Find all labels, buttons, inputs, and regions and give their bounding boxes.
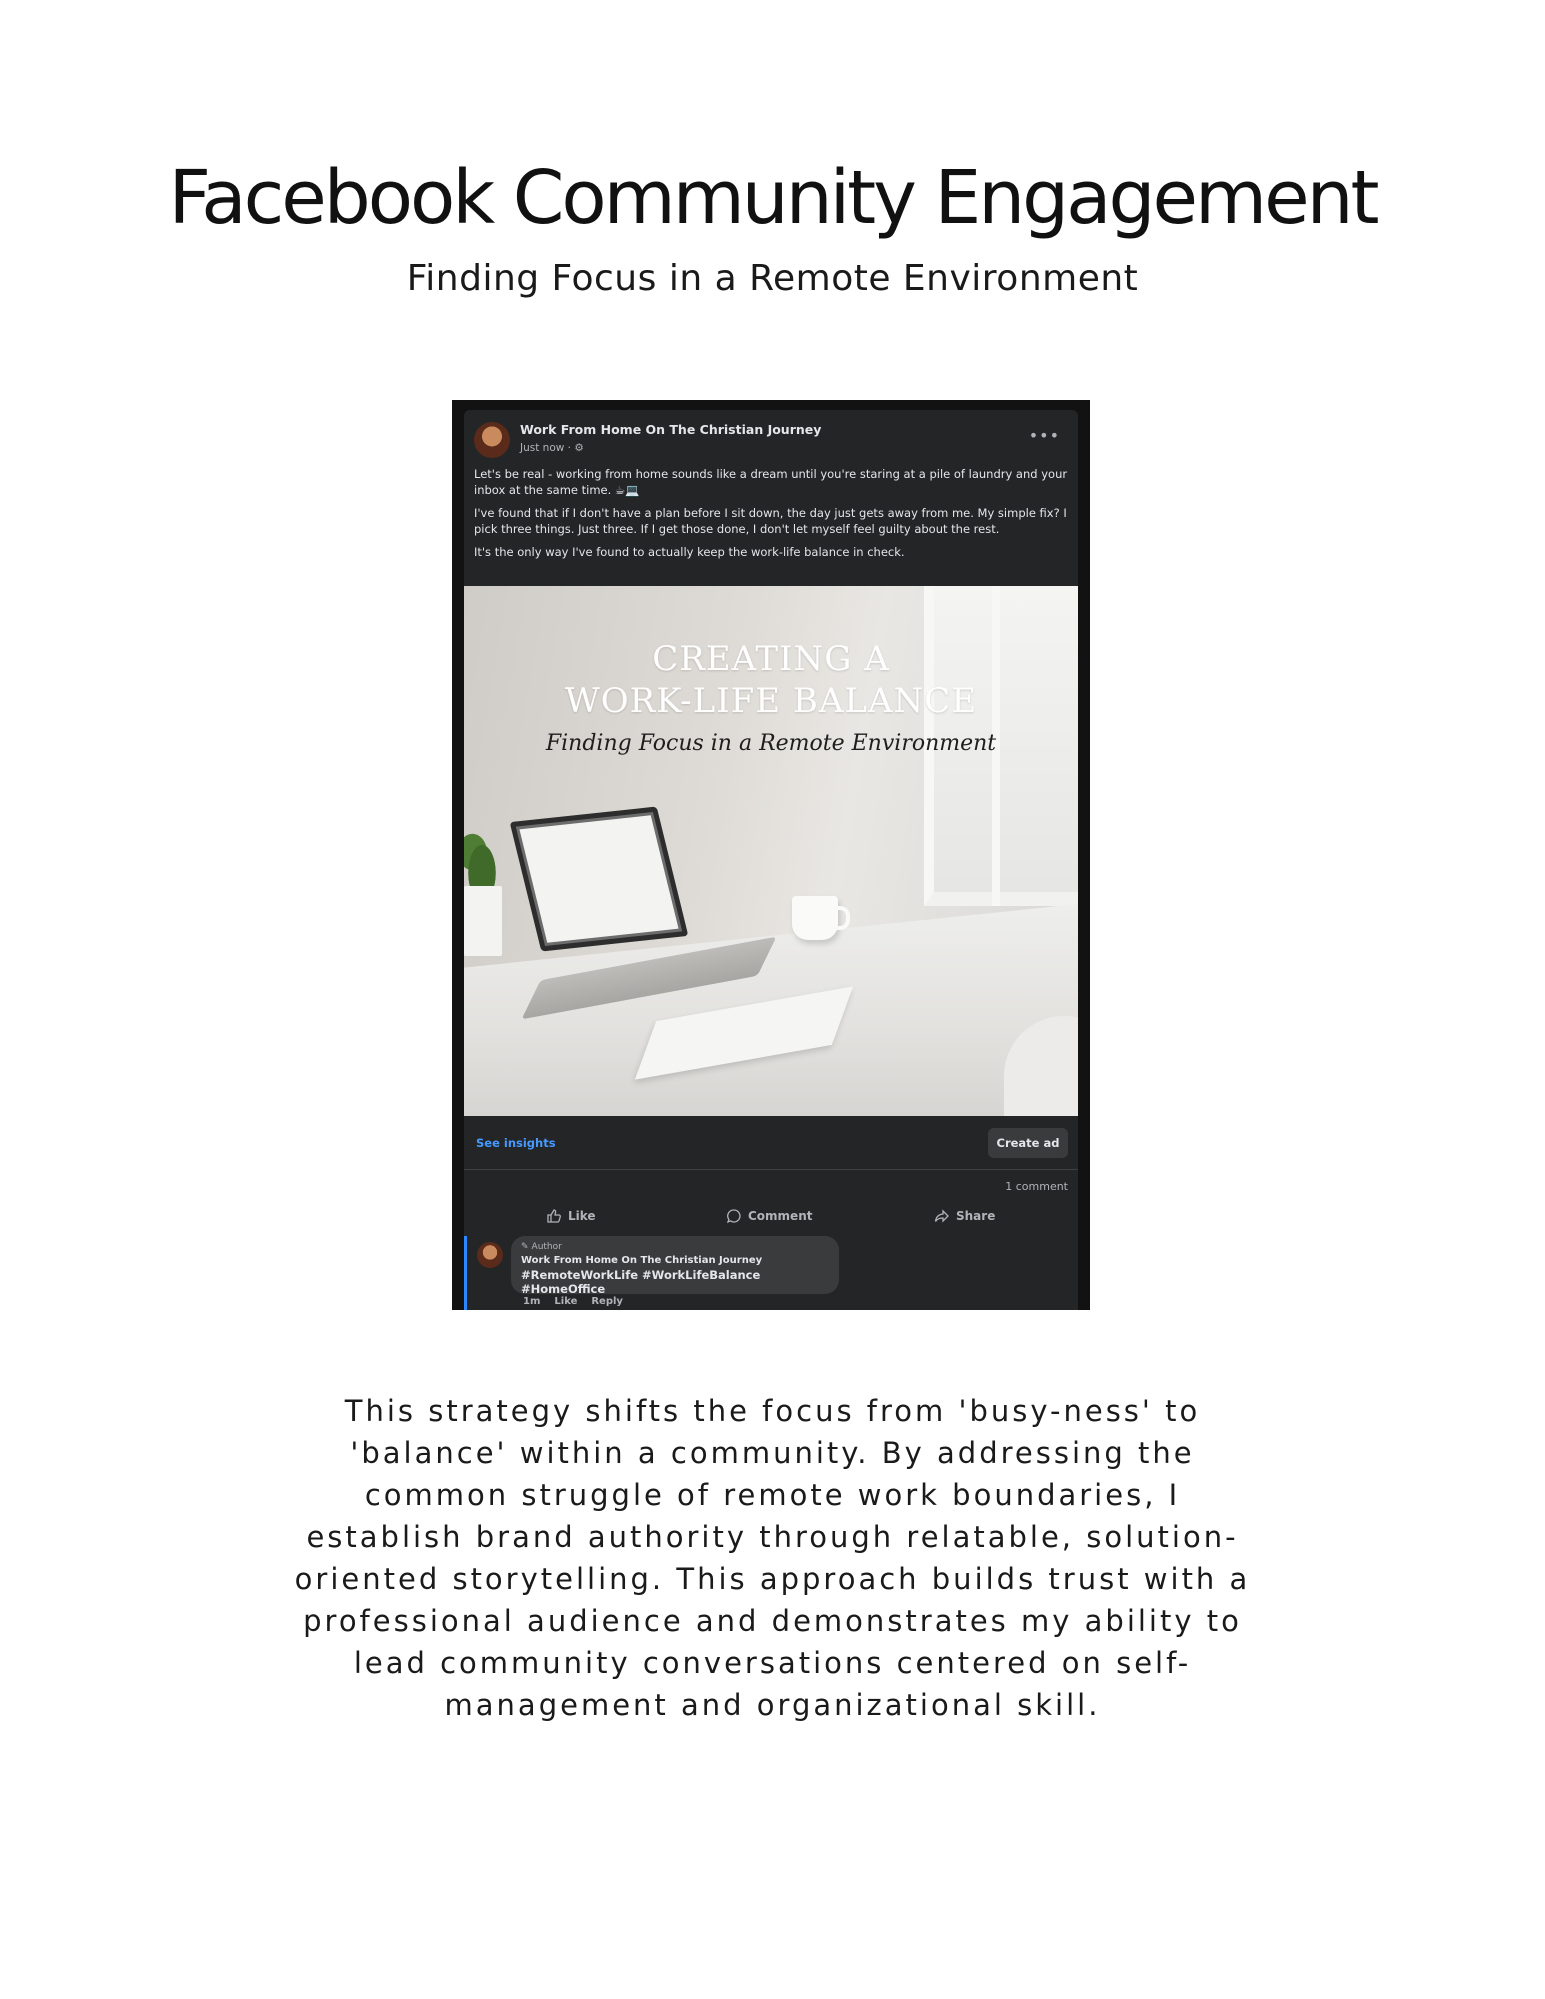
create-ad-button[interactable]: Create ad bbox=[988, 1128, 1068, 1158]
comment-time[interactable]: 1m bbox=[523, 1296, 541, 1307]
share-arrow-icon bbox=[934, 1208, 950, 1224]
post-header bbox=[474, 420, 1068, 460]
plant-pot-illustration bbox=[464, 886, 502, 956]
share-label: Share bbox=[956, 1209, 996, 1223]
page-name-link[interactable]: Work From Home On The Christian Journey bbox=[520, 422, 822, 437]
post-actions bbox=[464, 1202, 1078, 1232]
like-label: Like bbox=[568, 1209, 596, 1223]
post-image[interactable] bbox=[464, 586, 1078, 1116]
share-button[interactable] bbox=[934, 1208, 995, 1224]
post-paragraph: It's the only way I've found to actually keep the work-life balance in check. bbox=[474, 545, 905, 559]
like-button[interactable] bbox=[546, 1208, 596, 1224]
post-text bbox=[474, 466, 1068, 567]
author-badge bbox=[521, 1242, 829, 1252]
comment-button[interactable] bbox=[726, 1208, 812, 1224]
laptop-screen-illustration bbox=[510, 807, 689, 952]
image-headline-line: WORK-LIFE BALANCE bbox=[564, 681, 978, 721]
comment-label: Comment bbox=[748, 1209, 813, 1223]
page-title: Facebook Community Engagement bbox=[168, 155, 1377, 241]
post-paragraph: I've found that if I don't have a plan before I sit down, the day just gets away from me. My simple fix? I pick three things. Just three. If I get those done, I don't let myself feel guilty about the rest. bbox=[474, 506, 1067, 536]
plant-illustration bbox=[464, 824, 506, 894]
pencil-icon: ✎ bbox=[521, 1242, 529, 1252]
facebook-post-screenshot bbox=[452, 400, 1090, 1310]
post-timestamp[interactable]: Just now · ⚙ bbox=[520, 442, 584, 454]
facebook-post-card bbox=[464, 410, 1078, 1310]
comment-footer bbox=[523, 1296, 623, 1307]
thumbs-up-icon bbox=[546, 1208, 562, 1224]
comment-text: #RemoteWorkLife #WorkLifeBalance #HomeOffice bbox=[521, 1268, 761, 1296]
page-subtitle: Finding Focus in a Remote Environment bbox=[406, 258, 1139, 299]
see-insights-link[interactable]: See insights bbox=[476, 1136, 556, 1150]
comment-like-button[interactable]: Like bbox=[554, 1296, 578, 1307]
comment-count-link[interactable]: 1 comment bbox=[1005, 1180, 1068, 1193]
strategy-description: This strategy shifts the focus from 'busy-ness' to 'balance' within a community. By addressing the common struggle of remote work boundaries, I establish brand authority through relatable, solution-oriented storytelling. This approach builds trust with a professional audience and demonstrates my ability to lead community conversations centered on self-management and organizational skill. bbox=[294, 1394, 1251, 1722]
author-badge-label: Author bbox=[531, 1242, 562, 1252]
image-tagline: Finding Focus in a Remote Environment bbox=[545, 731, 997, 756]
comment-author-link[interactable]: Work From Home On The Christian Journey bbox=[521, 1255, 763, 1266]
comment-bubble-icon bbox=[726, 1208, 742, 1224]
post-paragraph: Let's be real - working from home sounds like a dream until you're staring at a pile of laundry and your inbox at the same time. ☕💻 bbox=[474, 467, 1068, 497]
mug-illustration bbox=[792, 896, 838, 940]
comment-reply-button[interactable]: Reply bbox=[591, 1296, 623, 1307]
more-options-icon[interactable]: ••• bbox=[1028, 426, 1060, 445]
image-headline-line: CREATING A bbox=[652, 639, 890, 679]
insights-bar bbox=[464, 1116, 1078, 1170]
comment-bubble bbox=[511, 1236, 839, 1294]
page-avatar[interactable] bbox=[474, 422, 510, 458]
commenter-avatar[interactable] bbox=[477, 1242, 503, 1268]
comment bbox=[464, 1236, 1078, 1310]
image-headline bbox=[464, 638, 1078, 722]
